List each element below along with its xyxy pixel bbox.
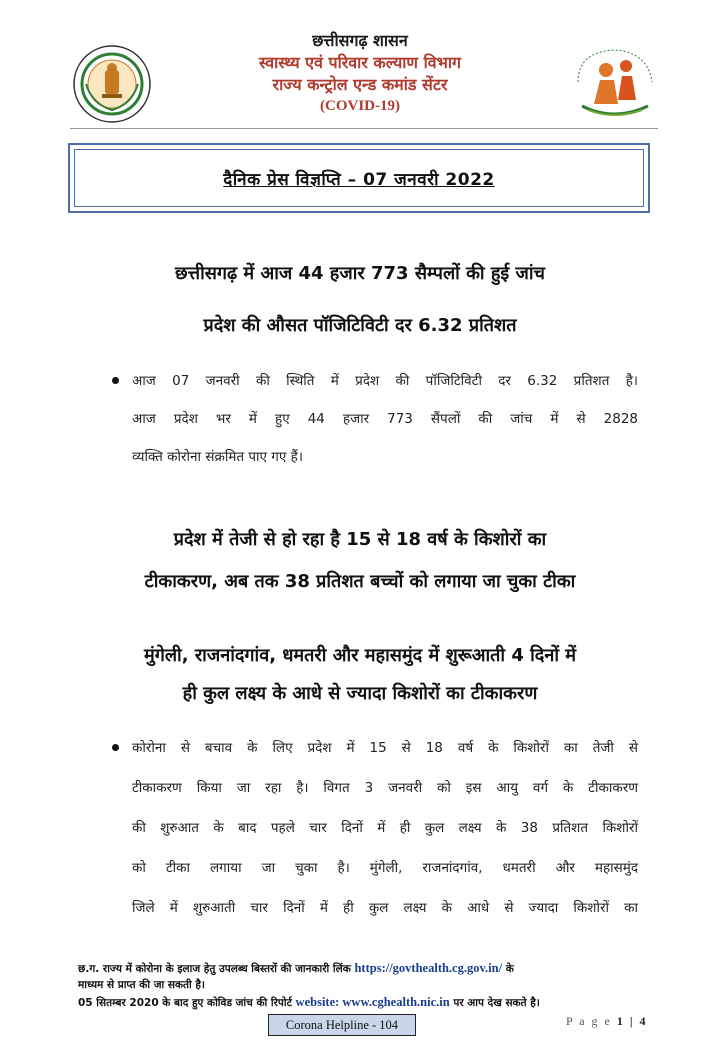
page-count: 1 | 4 [616, 1014, 648, 1028]
section2-line-1: कोरोना से बचाव के लिए प्रदेश में 15 से 18 वर्ष के किशोरों का तेजी से [132, 740, 638, 756]
section1-heading-2: प्रदेश की औसत पॉजिटिविटी दर 6.32 प्रतिशत [203, 315, 517, 336]
document-header [0, 0, 720, 130]
header-govt: छत्तीसगढ़ शासन [312, 31, 408, 50]
section2-bullet [132, 728, 638, 928]
section2-line-3: की शुरुआत के बाद पहले चार दिनों में ही कुल लक्ष्य के 38 प्रतिशत किशोरों [132, 820, 638, 836]
page-label: P a g e [566, 1014, 612, 1028]
header-department: स्वास्थ्य एवं परिवार कल्याण विभाग [258, 53, 462, 72]
header-text [180, 30, 540, 116]
section1-line-1: आज 07 जनवरी की स्थिति में प्रदेश की पॉजिटिविटी दर 6.32 प्रतिशत है। [132, 373, 638, 389]
footer-report-info [78, 994, 678, 1011]
footer-line1-suffix: के [502, 963, 514, 975]
footer-line1-prefix: छ.ग. राज्य में कोरोना के इलाज हेतु उपलब्ध बिस्तरों की जानकारी लिंक [78, 963, 355, 975]
section2-heading-3: मुंगेली, राजनांदगांव, धमतरी और महासमुंद में शुरूआती 4 दिनों में [143, 645, 577, 666]
section1-line-2: आज प्रदेश भर में हुए 44 हजार 773 सैंपलों की जांच में से 2828 [132, 411, 638, 427]
section2-line-2: टीकाकरण किया जा रहा है। विगत 3 जनवरी को इस आयु वर्ग के टीकाकरण [132, 780, 638, 796]
bullet-icon [112, 377, 119, 384]
section1-heading-1: छत्तीसगढ़ में आज 44 हजार 773 सैम्पलों की हुई जांच [175, 263, 545, 284]
page-number [566, 1014, 648, 1029]
bullet-icon [112, 744, 119, 751]
header-divider [70, 128, 658, 129]
section2-heading-2: टीकाकरण, अब तक 38 प्रतिशत बच्चों को लगाया जा चुका टीका [144, 571, 576, 592]
section2-heading-1: प्रदेश में तेजी से हो रहा है 15 से 18 वर्ष के किशोरों का [173, 529, 547, 550]
press-release-title-box [68, 143, 650, 213]
footer-line2: माध्यम से प्राप्त की जा सकती है। [78, 979, 205, 991]
corona-helpline-box: Corona Helpline - 104 [268, 1014, 416, 1036]
section2-heading-4: ही कुल लक्ष्य के आधे से ज्यादा किशोरों का टीकाकरण [182, 683, 538, 704]
govthealth-link[interactable]: https://govthealth.cg.gov.in/ [354, 961, 503, 975]
header-control-center: राज्य कन्ट्रोल एन्ड कमांड सेंटर [272, 75, 448, 94]
section2-line-5: जिले में शुरुआती चार दिनों में ही कुल लक्ष्य के आधे से ज्यादा किशोरों का [132, 900, 638, 916]
footer-line3-prefix: 05 सितम्बर 2020 के बाद हुए कोविड जांच की रिपोर्ट [78, 997, 296, 1009]
section1-bullet [132, 362, 638, 476]
chhattisgarh-emblem-icon [72, 44, 152, 124]
section2-line-4: को टीका लगाया जा चुका है। मुंगेली, राजनांदगांव, धमतरी और महासमुंद [132, 860, 638, 876]
header-covid: (COVID-19) [320, 98, 400, 114]
press-release-title: दैनिक प्रेस विज्ञप्ति – 07 जनवरी 2022 [223, 170, 495, 190]
footer-beds-info [78, 960, 658, 993]
swasth-chhattisgarh-logo-icon [568, 42, 660, 124]
footer-line3-suffix: पर आप देख सकते है। [449, 997, 540, 1009]
section1-line-3: व्यक्ति कोरोना संक्रमित पाए गए हैं। [132, 449, 303, 465]
cghealth-link[interactable]: website: www.cghealth.nic.in [295, 995, 450, 1009]
